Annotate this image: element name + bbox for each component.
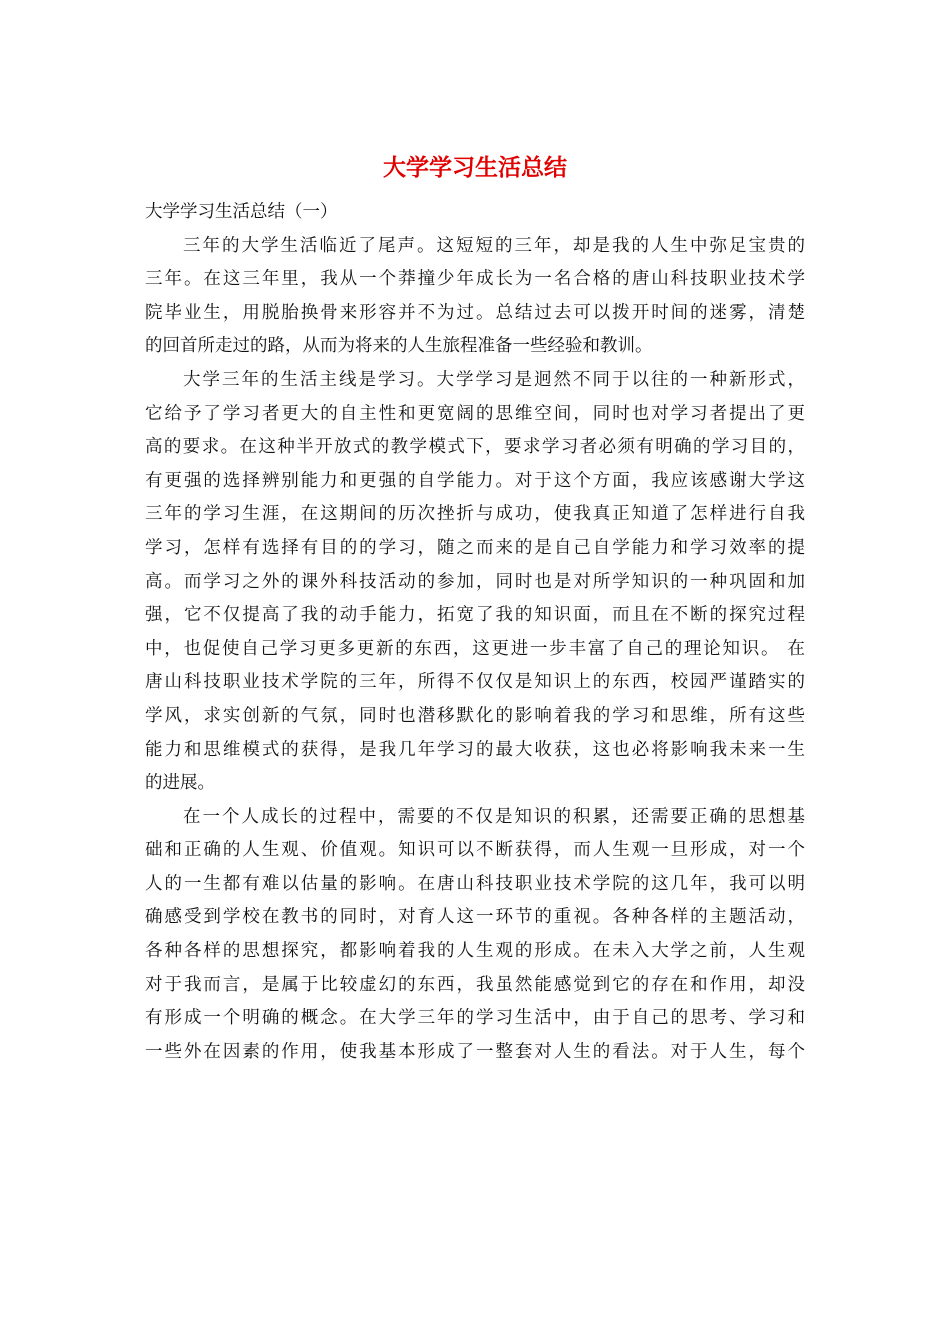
text-line: 大学三年的生活主线是学习。大学学习是迥然不同于以往的一种新形式， bbox=[183, 369, 805, 390]
document-body bbox=[145, 196, 805, 1069]
text-line: 强，它不仅提高了我的动手能力，拓宽了我的知识面，而且在不断的探究过程 bbox=[145, 605, 805, 626]
paragraph-3 bbox=[145, 801, 805, 1070]
text-line: 各种各样的思想探究，都影响着我的人生观的形成。在未入大学之前，人生观 bbox=[145, 941, 805, 962]
text-line: 确感受到学校在教书的同时，对育人这一环节的重视。各种各样的主题活动， bbox=[145, 907, 805, 928]
text-line: 三年的学习生涯，在这期间的历次挫折与成功，使我真正知道了怎样进行自我 bbox=[145, 504, 805, 525]
text-line: 在一个人成长的过程中，需要的不仅是知识的积累，还需要正确的思想基 bbox=[183, 806, 805, 827]
text-line: 中，也促使自己学习更多更新的东西，这更进一步丰富了自己的理论知识。 在 bbox=[145, 638, 805, 659]
text-line: 三年的大学生活临近了尾声。这短短的三年，却是我的人生中弥足宝贵的 bbox=[183, 235, 805, 256]
paragraph-1 bbox=[145, 230, 805, 364]
text-line: 学习，怎样有选择有目的的学习，随之而来的是自己自学能力和学习效率的提 bbox=[145, 537, 805, 558]
text-line: 有更强的选择辨别能力和更强的自学能力。对于这个方面，我应该感谢大学这 bbox=[145, 470, 805, 491]
text-line: 一些外在因素的作用，使我基本形成了一整套对人生的看法。对于人生，每个 bbox=[145, 1041, 805, 1062]
text-line: 对于我而言，是属于比较虚幻的东西，我虽然能感觉到它的存在和作用，却没 bbox=[145, 974, 805, 995]
text-line: 的进展。 bbox=[145, 773, 215, 794]
text-line: 院毕业生，用脱胎换骨来形容并不为过。总结过去可以拨开时间的迷雾，清楚 bbox=[145, 302, 805, 323]
text-line: 高。而学习之外的课外科技活动的参加，同时也是对所学知识的一种巩固和加 bbox=[145, 571, 805, 592]
text-line: 有形成一个明确的概念。在大学三年的学习生活中，由于自己的思考、学习和 bbox=[145, 1008, 805, 1029]
document-title: 大学学习生活总结 bbox=[383, 154, 567, 181]
text-line: 唐山科技职业技术学院的三年，所得不仅仅是知识上的东西，校园严谨踏实的 bbox=[145, 672, 805, 693]
text-line: 础和正确的人生观、价值观。知识可以不断获得，而人生观一旦形成，对一个 bbox=[145, 840, 805, 861]
text-line: 它给予了学习者更大的自主性和更宽阔的思维空间，同时也对学习者提出了更 bbox=[145, 403, 805, 424]
text-line: 能力和思维模式的获得，是我几年学习的最大收获，这也必将影响我未来一生 bbox=[145, 739, 805, 760]
text-line: 三年。在这三年里，我从一个莽撞少年成长为一名合格的唐山科技职业技术学 bbox=[145, 269, 805, 290]
section-heading: 大学学习生活总结（一） bbox=[145, 202, 338, 222]
text-line: 的回首所走过的路，从而为将来的人生旅程准备一些经验和教训。 bbox=[145, 336, 653, 357]
text-line: 人的一生都有难以估量的影响。在唐山科技职业技术学院的这几年，我可以明 bbox=[145, 873, 805, 894]
text-line: 学风，求实创新的气氛，同时也潜移默化的影响着我的学习和思维，所有这些 bbox=[145, 705, 805, 726]
paragraph-2 bbox=[145, 364, 805, 801]
text-line: 高的要求。在这种半开放式的教学模式下，要求学习者必须有明确的学习目的， bbox=[145, 437, 805, 458]
